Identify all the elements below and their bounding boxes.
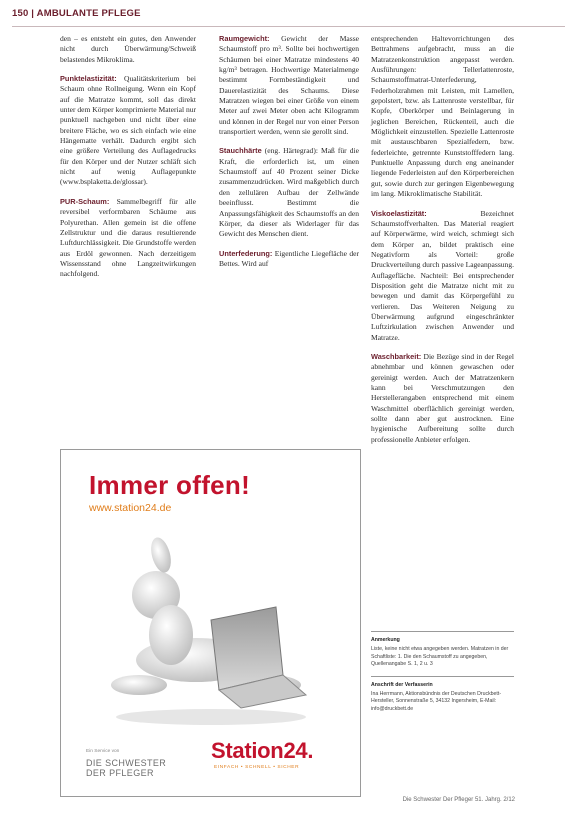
- text-column-2: [219, 34, 359, 278]
- divider: [371, 676, 514, 677]
- paragraph: den – es entsteht ein gutes, den Anwender nicht durch Überwärmung/Schweiß belastendes Mikroklima.: [60, 34, 196, 64]
- logo-line: DER PFLEGER: [86, 768, 154, 778]
- text-column-3: [371, 34, 514, 454]
- page-number: 150: [12, 8, 29, 19]
- term: PUR-Schaum:: [60, 196, 110, 206]
- note-heading: Anmerkung: [371, 637, 400, 643]
- definition: Die Bezüge sind in der Regel abnehmbar und können gewaschen oder gereinigt werden. Auch der Matratzenkern kann bei Verschmutzungen den Herstellerangaben entsprechend mit einem Waschmittel oberflächlich gereinigt werden, sollte dann aber gut austrocknen. Eine hygienische Aufbereitung sollte durch professionelle Anbieter erfolgen.: [371, 351, 514, 444]
- paragraph: [219, 249, 359, 270]
- divider: [371, 631, 514, 632]
- text-column-1: [60, 34, 196, 289]
- term: Raumgewicht:: [219, 34, 270, 43]
- definition: (eng. Härtegrad): Maß für die Kraft, die erforderlich ist, um einen Schaumstoff auf 40 Prozent seiner Dicke zusammenzudrücken. Wird maßgeblich durch den zellulären Aufbau der Zellwände beeinflusst. Bestimmt die Anpassungsfähigkeit des Schaumstoffs an den Körper, da dieser als Widerlager für das Gewicht des Menschen dient.: [219, 146, 359, 239]
- paragraph: [60, 74, 196, 188]
- ad-url-link[interactable]: www.station24.de: [89, 502, 172, 514]
- ad-brand-logo: Station24.: [211, 738, 314, 763]
- definition: Gewicht der Masse Schaumstoff pro m³. Sollte bei hochwertigen Schäumen bei einer Matratze mindestens 40 kg/m³ betragen. Hochwertige Materialmenge bestimmt Formbeständigkeit und Dauerelastizität des Schaums. Diese Matratzen wiegen bei einer Größe von einem Meter auf zwei Meter oben acht Kilogramm und können in der Regel nur von einer Person transportiert werden, wenn sie gerollt sind.: [219, 34, 359, 137]
- figure-with-laptop-illustration: [101, 525, 321, 730]
- paragraph: [371, 352, 514, 445]
- paragraph: [219, 34, 359, 137]
- note-block: [371, 637, 514, 669]
- page-footer: Die Schwester Der Pfleger 51. Jahrg. 2/12: [402, 797, 515, 803]
- definition: Eigentliche Liegefläche der Bettes. Wird auf: [219, 248, 359, 268]
- ad-headline: Immer offen!: [89, 470, 251, 500]
- page-header: [12, 8, 562, 24]
- section-title: AMBULANTE PFLEGE: [36, 8, 141, 19]
- ad-service-note: Ein Service von: [86, 749, 120, 754]
- paragraph: [60, 197, 196, 280]
- term: Unterfederung:: [219, 248, 273, 258]
- term: Viskoelastizität:: [371, 208, 427, 218]
- definition: Sammelbegriff für alle reversibel verformbaren Schäume aus Polyurethan. Allen gemein ist die offene Zellstruktur und die daraus resultierende Luftdurchlässigkeit. Die Grundstoffe werden aus Erdöl gewonnen. Nach derzeitigem Wissensstand ohne Langzeitwirkungen nachfolgend.: [60, 196, 196, 279]
- header-separator: |: [31, 8, 35, 19]
- paragraph: [371, 209, 514, 343]
- logo-line: DIE SCHWESTER: [86, 758, 167, 768]
- term: Stauchhärte: [219, 146, 262, 156]
- paragraph: [219, 146, 359, 239]
- ad-tagline: EINFACH • SCHNELL • SICHER: [214, 765, 300, 770]
- note-body: Ina Herrmann, Aktionsbündnis der Deutschen Druckbett-Hersteller, Sonnenstraße 5, 34132 Ingersheim, E-Mail: info@druckbett.de: [371, 691, 502, 712]
- header-rule: [12, 26, 565, 27]
- paragraph: entsprechenden Haltevorrichtungen des Bettrahmens aufgebracht, muss an die Matratzenkonstruktion angepasst werden. Ausführungen: Tellerlattenroste, Schaumstoffmatrat-Unterfederung, Federholzrahmen mit Leisten, mit Lamellen, gepolstert, bzw. als Lattenroste verstellbar, für Kopfe, Oberkörper und Beinlagerung in jeglichen Bereichen, Rückenteil, auch die Möglichkeit einzustellen. Spezielle Lattenroste mit austauschbaren Spezialfedern, bzw. federleichte, getrennte Kunststofffedern lang. Punktuelle Anpassung durch eng aneinander liegende Federleisten auf den Körperbereichen gut, sowie durch zur geringen Eigenbewegung im lang. Mikroklimatische Stabilität.: [371, 34, 514, 199]
- term: Punktelastizität:: [60, 74, 117, 84]
- note-heading: Anschrift der Verfasserin: [371, 681, 433, 688]
- term: Waschbarkeit:: [371, 351, 422, 361]
- definition: Bezeichnet Schaumstoffverhalten. Das Material reagiert auf Körperwärme, wird weich, schmiegt sich dem Körper an, bildet praktisch eine Negativform als Vorteil: große Druckverteilung durch passive Lageanpassung. Auflagefläche. Nachteil: Bei entsprechender Disposition geht die Matratze nicht mit zu bewegen und damit das Körpergefühl zu verlieren. Das Weiteren Neigung zu Überwärmung aufgrund eingeschränkter Luftzirkulation zwischen Anwender und Matratze.: [371, 208, 514, 342]
- advertisement[interactable]: [60, 449, 361, 797]
- definition: Qualitätskriterium bei Schaum ohne Rollneigung. Wenn ein Kopf auf die Matratze kommt, soll das direkt unter dem Körper komprimierte Material nur punktuell nachgeben und nicht über eine breitere Fläche, wo es sich einfach wie eine Hängematte verhält. Dadurch ergibt sich eine größere Verteilung des Auflagedrucks für den Körper und der Nutzer schläft sich nicht auf wenig Auflagepunkte (www.bsplaketta.de/glossar).: [60, 74, 197, 187]
- note-body: Liste, keine nicht etwa angegeben werden. Matratzen in der Schaftliste: 1. Die den Schaumstoff zu angegeben, Quellenangabe S. 1, 2 u. 3: [371, 646, 509, 668]
- note-block: [371, 682, 514, 714]
- ad-publisher-logo: [86, 758, 166, 778]
- notes-box: [371, 631, 514, 720]
